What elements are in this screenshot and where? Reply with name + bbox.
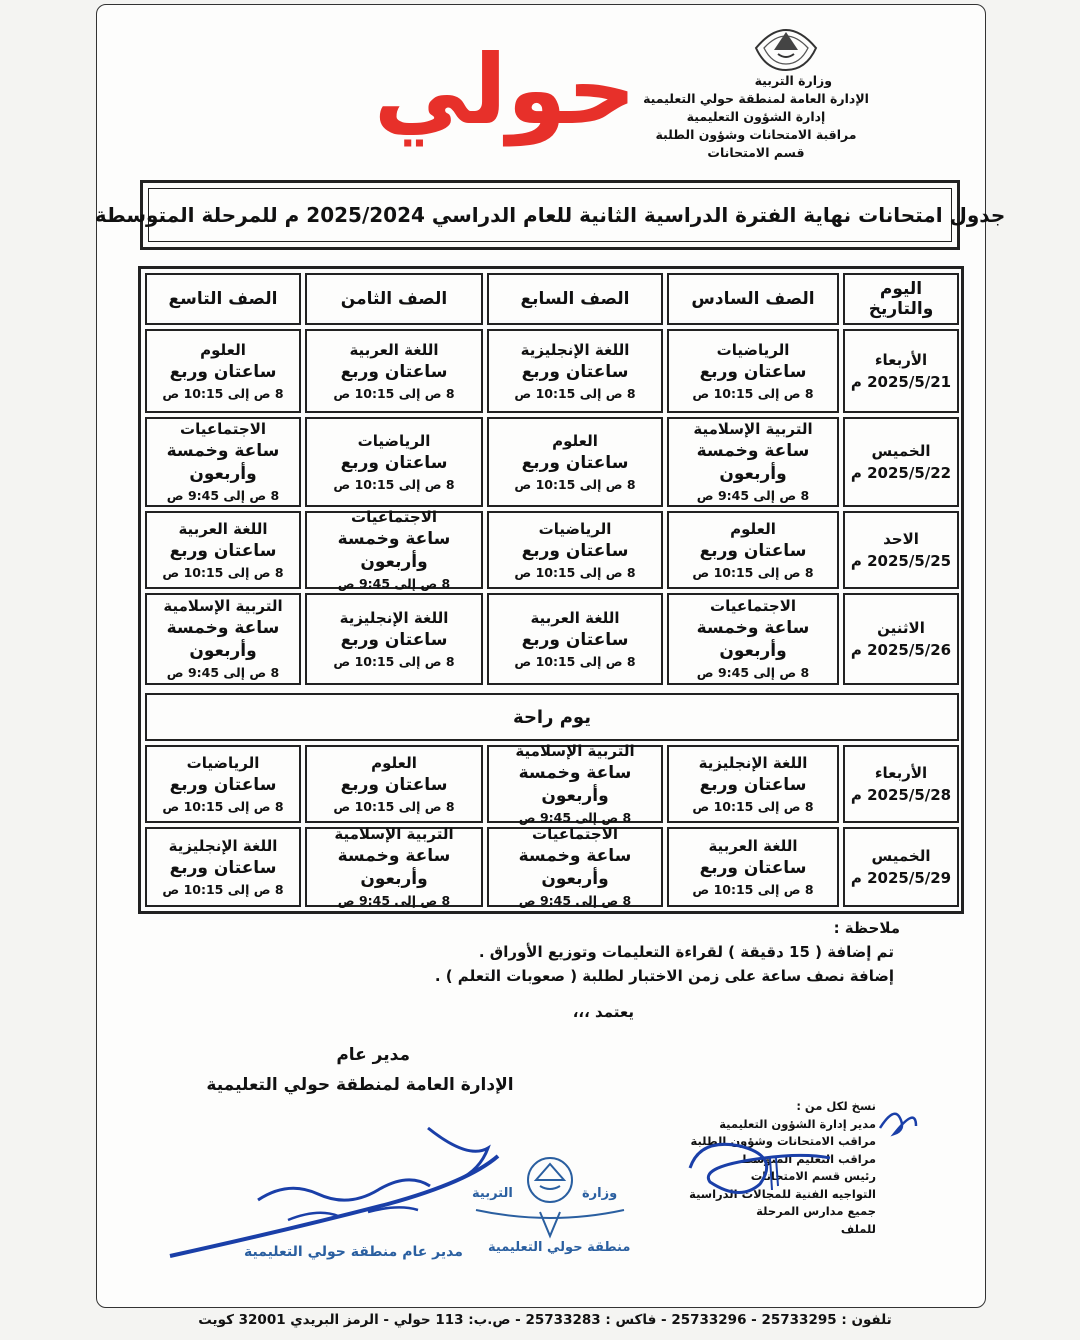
exam-time: 8 ص إلى 10:15 ص <box>514 476 636 492</box>
notes <box>400 916 900 1024</box>
exam-date: 2025/5/25 م <box>850 552 952 570</box>
day-name: الخميس <box>871 847 931 865</box>
copies-item: للملف <box>840 1221 876 1236</box>
exam-duration: ساعتان وربع <box>521 361 629 382</box>
exam-cell <box>305 417 483 507</box>
copies-item: رئيس قسم الامتحانات <box>750 1169 876 1183</box>
exam-time: 8 ص إلى 9:45 ص <box>518 810 632 825</box>
exam-duration: ساعتان وربع <box>521 540 629 561</box>
day-cell <box>843 511 959 589</box>
exam-duration: ساعة وخمسة وأربعون <box>166 618 280 661</box>
exam-time: 8 ص إلى 9:45 ص <box>337 893 451 908</box>
exam-duration: ساعة وخمسة وأربعون <box>696 441 810 484</box>
exam-cell <box>145 511 301 589</box>
exam-cell <box>305 508 483 591</box>
region-title: حولي <box>373 34 637 146</box>
copies-item: التواجيه الفنية للمجالات الدراسية <box>689 1186 876 1201</box>
note-line: تم إضافة ( 15 دقيقة ) لقراءة التعليمات وتوزيع الأوراق . <box>478 943 894 961</box>
seal-text-right: وزارة <box>582 1186 618 1201</box>
exam-cell <box>145 827 301 907</box>
exam-time: 8 ص إلى 10:15 ص <box>514 653 636 669</box>
subject-name: اللغة العربية <box>708 836 798 855</box>
subject-name: اللغة العربية <box>530 608 620 627</box>
director-block <box>190 1040 530 1100</box>
column-header: الصف الثامن <box>305 273 483 325</box>
exam-cell <box>487 827 663 907</box>
exam-duration: ساعة وخمسة وأربعون <box>518 763 632 806</box>
subject-name: الاجتماعيات <box>351 508 438 526</box>
exam-duration: ساعتان وربع <box>340 629 448 650</box>
exam-duration: ساعتان وربع <box>169 361 277 382</box>
exam-duration: ساعتان وربع <box>340 452 448 473</box>
ministry-line: قسم الامتحانات <box>707 145 805 160</box>
exam-cell <box>145 745 301 823</box>
exam-date: 2025/5/28 م <box>850 786 952 804</box>
exam-duration: ساعة وخمسة وأربعون <box>696 618 810 661</box>
seal-text-bottom: منطقة حولي التعليمية <box>488 1240 631 1255</box>
exam-date: 2025/5/21 م <box>850 373 952 391</box>
exam-time: 8 ص إلى 10:15 ص <box>333 476 455 492</box>
schedule-title-box <box>94 180 1006 250</box>
exam-duration: ساعتان وربع <box>340 361 448 382</box>
exam-duration: ساعة وخمسة وأربعون <box>518 846 632 889</box>
exam-time: 8 ص إلى 9:45 ص <box>166 665 280 680</box>
exam-date: 2025/5/26 م <box>850 641 952 659</box>
ministry-header <box>640 72 872 162</box>
footer-contact: تلفون : 25733295 - 25733296 - فاكس : 25733283 - ص.ب: 113 حولي - الرمز البريدي 32001 كويت <box>198 1312 892 1328</box>
day-name: الاحد <box>883 530 919 548</box>
exam-duration: ساعة وخمسة وأربعون <box>337 846 451 889</box>
copies-item: مراقب الامتحانات وشؤون الطلبة <box>690 1134 876 1148</box>
subject-name: الاجتماعيات <box>532 825 619 843</box>
exam-time: 8 ص إلى 9:45 ص <box>696 488 810 503</box>
subject-name: اللغة الإنجليزية <box>698 753 808 772</box>
day-name: الاثنين <box>877 619 925 637</box>
exam-time: 8 ص إلى 10:15 ص <box>162 385 284 401</box>
subject-name: الاجتماعيات <box>180 420 267 438</box>
ministry-line: مراقبة الامتحانات وشؤون الطلبة <box>655 127 857 142</box>
kuwait-emblem-icon <box>748 18 824 72</box>
exam-time: 8 ص إلى 10:15 ص <box>162 881 284 897</box>
ministry-line: إدارة الشؤون التعليمية <box>686 109 826 124</box>
exam-duration: ساعتان وربع <box>521 629 629 650</box>
exam-schedule-table <box>138 266 964 914</box>
exam-cell <box>667 745 839 823</box>
exam-cell <box>487 511 663 589</box>
exam-duration: ساعتان وربع <box>169 540 277 561</box>
exam-time: 8 ص إلى 10:15 ص <box>162 798 284 814</box>
exam-duration: ساعتان وربع <box>340 774 448 795</box>
subject-name: الرياضيات <box>538 519 612 538</box>
day-cell <box>843 329 959 413</box>
exam-time: 8 ص إلى 9:45 ص <box>337 576 451 591</box>
subject-name: اللغة العربية <box>178 519 268 538</box>
exam-duration: ساعة وخمسة وأربعون <box>166 441 280 484</box>
exam-duration: ساعتان وربع <box>699 774 807 795</box>
column-header: الصف التاسع <box>145 273 301 325</box>
ministry-line: وزارة التربية <box>754 73 832 88</box>
exam-time: 8 ص إلى 10:15 ص <box>162 564 284 580</box>
exam-cell <box>667 593 839 685</box>
column-header: الصف السابع <box>487 273 663 325</box>
exam-cell <box>487 593 663 685</box>
subject-name: اللغة العربية <box>349 340 439 359</box>
copies-item: مدير إدارة الشؤون التعليمية <box>719 1116 876 1131</box>
exam-cell <box>145 593 301 685</box>
day-cell <box>843 745 959 823</box>
schedule-title: جدول امتحانات نهاية الفترة الدراسية الثانية للعام الدراسي 2025/2024 م للمرحلة المتوسطة <box>148 188 952 242</box>
subject-name: التربية الإسلامية <box>515 742 635 760</box>
exam-time: 8 ص إلى 10:15 ص <box>333 798 455 814</box>
subject-name: الرياضيات <box>716 340 790 359</box>
exam-time: 8 ص إلى 9:45 ص <box>696 665 810 680</box>
exam-time: 8 ص إلى 9:45 ص <box>518 893 632 908</box>
exam-duration: ساعتان وربع <box>169 857 277 878</box>
exam-cell <box>487 329 663 413</box>
day-name: الخميس <box>871 442 931 460</box>
exam-cell <box>667 827 839 907</box>
subject-name: اللغة الإنجليزية <box>520 340 630 359</box>
stamp-text: مدير عام منطقة حولي التعليمية <box>244 1244 463 1260</box>
subject-name: العلوم <box>730 519 776 538</box>
exam-date: 2025/5/22 م <box>850 464 952 482</box>
exam-cell <box>305 827 483 907</box>
exam-cell <box>145 417 301 507</box>
notes-heading: ملاحظة : <box>833 919 900 937</box>
note-line: إضافة نصف ساعة على زمن الاختبار لطلبة ( صعوبات التعلم ) . <box>434 967 894 985</box>
subject-name: العلوم <box>371 753 417 772</box>
copies-heading: نسخ لكل من : <box>796 1099 876 1113</box>
subject-name: التربية الإسلامية <box>693 420 813 438</box>
subject-name: اللغة الإنجليزية <box>168 836 278 855</box>
day-cell <box>843 417 959 507</box>
day-cell <box>843 827 959 907</box>
subject-name: التربية الإسلامية <box>334 825 454 843</box>
director-org: الإدارة العامة لمنطقة حولي التعليمية <box>206 1075 514 1095</box>
exam-cell <box>145 329 301 413</box>
subject-name: الرياضيات <box>357 431 431 450</box>
director-title: مدير عام <box>336 1045 410 1065</box>
column-header: الصف السادس <box>667 273 839 325</box>
exam-cell <box>305 745 483 823</box>
rest-day-row: يوم راحة <box>145 693 959 741</box>
column-header: اليوم والتاريخ <box>843 273 959 325</box>
subject-name: الاجتماعيات <box>710 597 797 615</box>
exam-time: 8 ص إلى 10:15 ص <box>692 881 814 897</box>
day-name: الأربعاء <box>874 764 928 782</box>
seal-text-left: التربية <box>472 1186 513 1201</box>
exam-duration: ساعة وخمسة وأربعون <box>337 529 451 572</box>
exam-time: 8 ص إلى 10:15 ص <box>692 385 814 401</box>
exam-cell <box>487 417 663 507</box>
initials-signature <box>680 1098 920 1208</box>
copies-item: مراقب التعليم المتوسط <box>740 1151 876 1166</box>
subject-name: الرياضيات <box>186 753 260 772</box>
exam-duration: ساعتان وربع <box>169 774 277 795</box>
exam-cell <box>667 417 839 507</box>
exam-time: 8 ص إلى 10:15 ص <box>692 798 814 814</box>
exam-cell <box>667 329 839 413</box>
exam-time: 8 ص إلى 9:45 ص <box>166 488 280 503</box>
exam-time: 8 ص إلى 10:15 ص <box>514 564 636 580</box>
exam-time: 8 ص إلى 10:15 ص <box>333 653 455 669</box>
subject-name: العلوم <box>200 340 246 359</box>
subject-name: التربية الإسلامية <box>163 597 283 615</box>
day-cell <box>843 593 959 685</box>
exam-time: 8 ص إلى 10:15 ص <box>333 385 455 401</box>
exam-date: 2025/5/29 م <box>850 869 952 887</box>
exam-cell <box>305 329 483 413</box>
exam-cell <box>305 593 483 685</box>
copies-item: جميع مدارس المرحلة <box>756 1204 876 1218</box>
day-name: الأربعاء <box>874 351 928 369</box>
exam-duration: ساعتان وربع <box>521 452 629 473</box>
subject-name: اللغة الإنجليزية <box>339 608 449 627</box>
approval-text: يعتمد ،،، <box>572 1003 634 1021</box>
exam-time: 8 ص إلى 10:15 ص <box>514 385 636 401</box>
ministry-line: الإدارة العامة لمنطقة حولي التعليمية <box>643 91 869 106</box>
exam-cell <box>487 742 663 825</box>
exam-cell <box>667 511 839 589</box>
exam-duration: ساعتان وربع <box>699 540 807 561</box>
exam-time: 8 ص إلى 10:15 ص <box>692 564 814 580</box>
exam-duration: ساعتان وربع <box>699 361 807 382</box>
subject-name: العلوم <box>552 431 598 450</box>
exam-duration: ساعتان وربع <box>699 857 807 878</box>
